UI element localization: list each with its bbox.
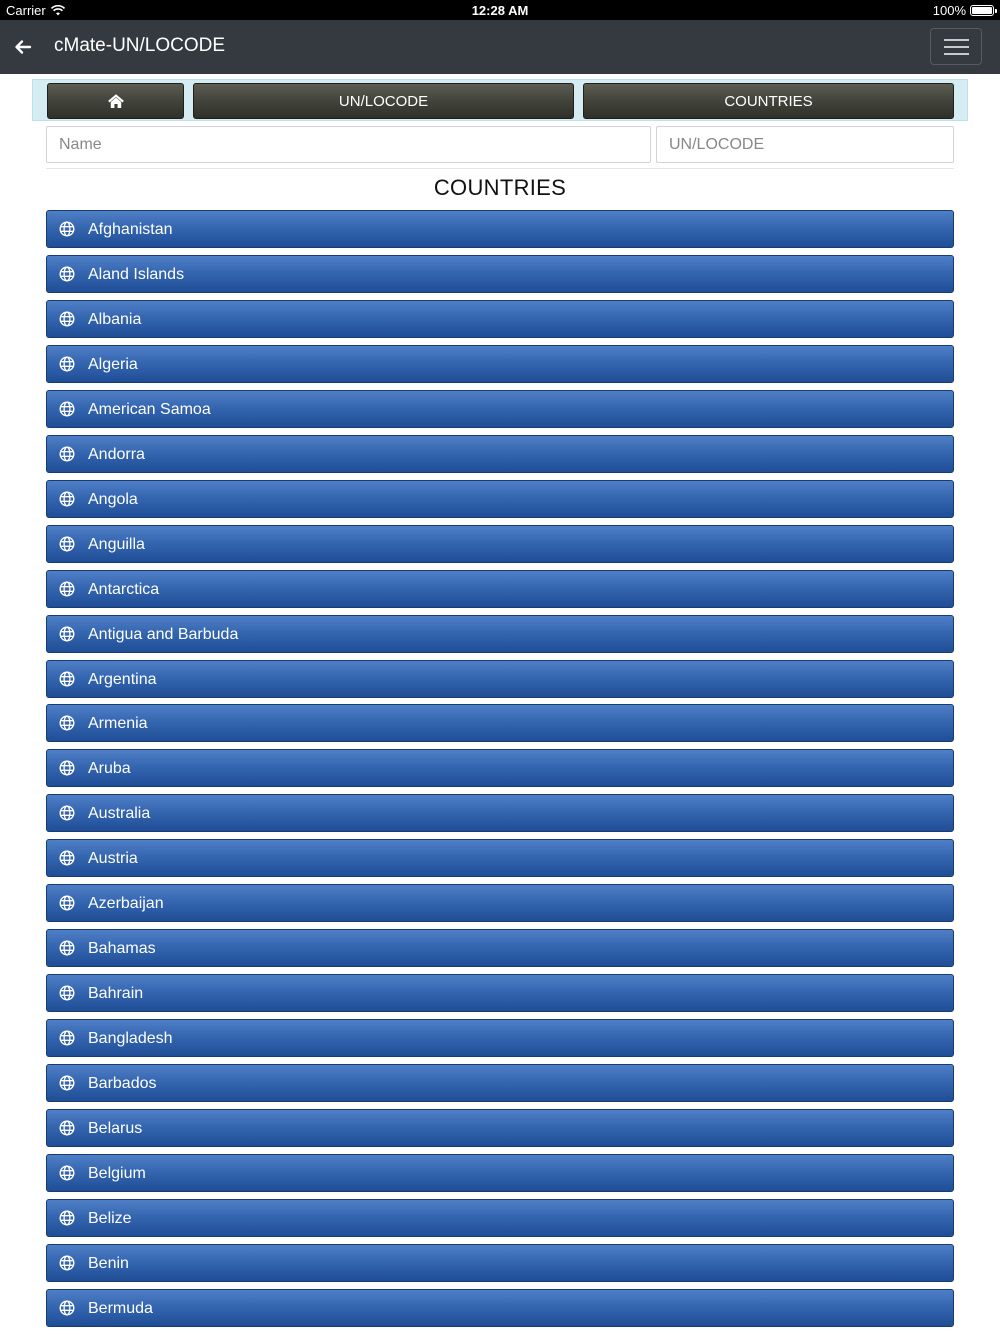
hamburger-menu-button[interactable] [930,28,982,65]
globe-icon [59,715,75,731]
country-name: Belarus [88,1120,143,1137]
country-list-item[interactable] [46,839,954,877]
globe-icon [59,311,75,327]
globe-icon [59,536,75,552]
globe-icon [59,940,75,956]
country-name: Armenia [88,715,148,733]
home-button[interactable] [47,83,184,119]
country-list-item[interactable] [46,974,954,1012]
globe-icon [59,1255,75,1271]
country-name: Bangladesh [88,1030,173,1048]
country-name: Bahamas [88,940,156,958]
country-list-item[interactable] [46,345,954,383]
globe-icon [59,760,75,776]
globe-icon [59,671,75,687]
country-name: Aland Islands [88,265,185,283]
status-bar [0,0,1000,20]
country-name: Argentina [88,670,157,688]
country-list-item[interactable] [46,1199,954,1237]
globe-icon [59,1120,75,1136]
country-name: Algeria [88,355,138,373]
back-arrow-icon[interactable] [10,34,36,60]
country-name: Albania [88,310,142,328]
status-time: 12:28 AM [471,3,529,18]
country-name: Azerbaijan [88,895,164,913]
country-list-item[interactable] [46,1154,954,1192]
globe-icon [59,356,75,372]
globe-icon [59,1030,75,1046]
hamburger-icon [944,39,969,41]
country-list-item[interactable] [46,704,954,742]
app-title: cMate-UN/LOCODE [54,35,226,56]
globe-icon [59,1165,75,1181]
country-name: Belgium [88,1164,146,1182]
country-name: Afghanistan [88,221,173,238]
country-name: Aruba [88,760,131,778]
country-list-item[interactable] [46,615,954,653]
country-name: American Samoa [88,400,211,418]
country-name: Antarctica [88,580,160,598]
tab-countries[interactable]: COUNTRIES [583,83,954,119]
country-list-item[interactable] [46,929,954,967]
country-name: Bahrain [88,985,144,1003]
tab-unlocode[interactable]: UN/LOCODE [193,83,574,119]
divider [46,168,954,169]
nav-bar [32,79,968,121]
globe-icon [59,401,75,417]
country-list-item[interactable] [46,660,954,698]
app-bar [0,20,1000,74]
country-name: Angola [88,490,138,508]
country-list-item[interactable] [46,794,954,832]
globe-icon [59,266,75,282]
country-list-item[interactable] [46,435,954,473]
country-list-item[interactable] [46,1019,954,1057]
globe-icon [59,805,75,821]
country-name: Austria [88,850,138,868]
country-list-item[interactable] [46,1289,954,1327]
country-name: Australia [88,805,151,823]
carrier-label: Carrier [6,3,46,18]
country-list-item[interactable] [46,1244,954,1282]
page-title: COUNTRIES [433,175,567,200]
country-list-item[interactable] [46,749,954,787]
battery-info [933,3,994,18]
country-list-item[interactable] [46,570,954,608]
globe-icon [59,985,75,1001]
country-list-item[interactable] [46,390,954,428]
unlocode-search-input[interactable] [656,126,954,163]
country-list-item[interactable] [46,1064,954,1102]
country-name: Barbados [88,1075,157,1093]
globe-icon [59,1075,75,1091]
country-name: Belize [88,1209,132,1227]
country-name: Bermuda [88,1299,153,1317]
globe-icon [59,446,75,462]
globe-icon [59,626,75,642]
globe-icon [59,221,75,237]
globe-icon [59,491,75,507]
home-icon [107,93,125,109]
globe-icon [59,850,75,866]
battery-percent: 100% [932,3,966,18]
globe-icon [59,581,75,597]
country-name: Anguilla [88,535,145,553]
globe-icon [59,1300,75,1316]
country-name: Andorra [88,445,145,463]
country-name: Antigua and Barbuda [88,625,239,643]
name-search-input[interactable] [46,126,651,163]
country-list-item[interactable] [46,300,954,338]
country-list-item[interactable] [46,255,954,293]
country-list-item[interactable] [46,1109,954,1147]
country-list-item[interactable] [46,210,954,248]
battery-icon [970,5,994,16]
globe-icon [59,1210,75,1226]
country-list-item[interactable] [46,480,954,518]
country-list-item[interactable] [46,525,954,563]
country-list-item[interactable] [46,884,954,922]
country-name: Benin [88,1254,129,1272]
globe-icon [59,895,75,911]
